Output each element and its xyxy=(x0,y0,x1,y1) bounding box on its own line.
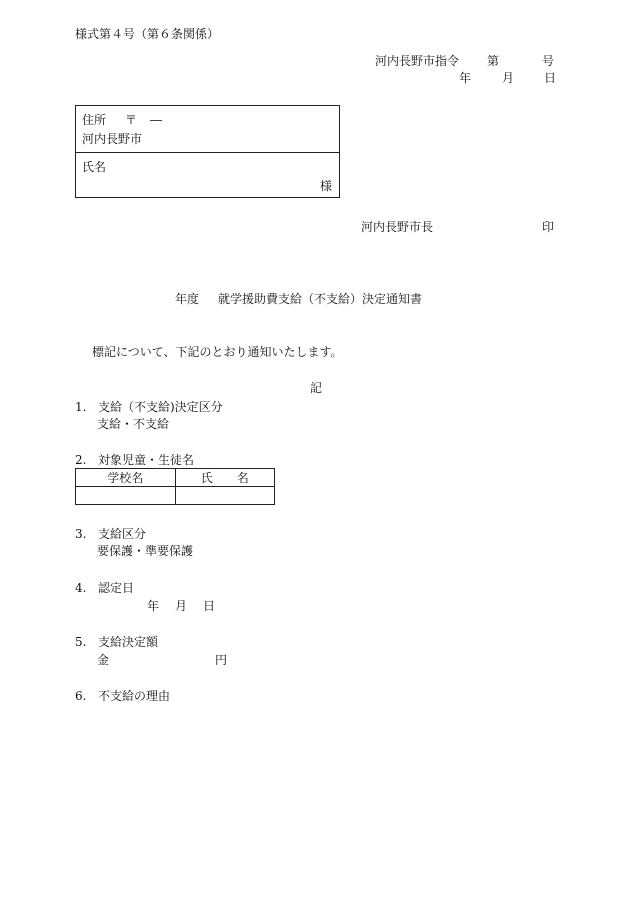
honorific: 様 xyxy=(320,179,333,193)
student-table xyxy=(75,468,275,505)
student-table-row xyxy=(76,487,275,505)
form-number: 様式第４号（第６条関係） xyxy=(75,27,220,41)
intro-text: 標記について、下記のとおり通知いたします。 xyxy=(92,345,343,359)
address-label: 住所 xyxy=(82,113,107,127)
item-3-number: 3. xyxy=(75,527,87,541)
item-5-en: 円 xyxy=(215,653,228,667)
name-cell xyxy=(175,487,275,505)
name-label: 氏名 xyxy=(82,160,107,174)
item-5-heading: 支給決定額 xyxy=(98,635,159,649)
item-5-number: 5. xyxy=(75,635,87,649)
item-2-number: 2. xyxy=(75,453,87,467)
item-4-month: 月 xyxy=(175,599,188,613)
issuer-city: 河内長野市指令 xyxy=(375,54,460,68)
item-6-heading: 不支給の理由 xyxy=(98,689,171,703)
item-5-kin: 金 xyxy=(97,653,110,667)
item-4-day: 日 xyxy=(203,599,216,613)
student-table-header-row xyxy=(76,469,275,487)
item-1-number: 1. xyxy=(75,400,87,414)
issuer-dai: 第 xyxy=(487,54,500,68)
postal-dash: ― xyxy=(150,113,162,127)
item-1-heading: 支給（不支給)決定区分 xyxy=(98,400,223,414)
school-cell xyxy=(76,487,176,505)
item-6-number: 6. xyxy=(75,689,87,703)
recipient-box xyxy=(75,105,340,198)
col-name-header: 氏 名 xyxy=(175,469,275,487)
ki-heading: 記 xyxy=(310,381,323,395)
issuer-go: 号 xyxy=(542,54,555,68)
item-4-heading: 認定日 xyxy=(98,581,135,595)
title-nendo: 年度 xyxy=(175,292,200,306)
date-year: 年 xyxy=(459,71,472,85)
date-day: 日 xyxy=(544,71,557,85)
mayor-label: 河内長野市長 xyxy=(361,220,434,234)
item-4-number: 4. xyxy=(75,581,87,595)
postal-mark: 〒 xyxy=(125,113,138,127)
recipient-box-divider xyxy=(76,152,339,153)
date-month: 月 xyxy=(502,71,515,85)
item-4-year: 年 xyxy=(147,599,160,613)
item-2-heading: 対象児童・生徒名 xyxy=(98,453,195,467)
item-1-detail: 支給・不支給 xyxy=(97,417,170,431)
item-3-detail: 要保護・準要保護 xyxy=(97,544,194,558)
col-school-header: 学校名 xyxy=(76,469,176,487)
item-3-heading: 支給区分 xyxy=(98,527,147,541)
seal-mark: 印 xyxy=(542,220,555,234)
address-city: 河内長野市 xyxy=(82,132,143,146)
page-title: 就学援助費支給（不支給）決定通知書 xyxy=(218,292,423,306)
